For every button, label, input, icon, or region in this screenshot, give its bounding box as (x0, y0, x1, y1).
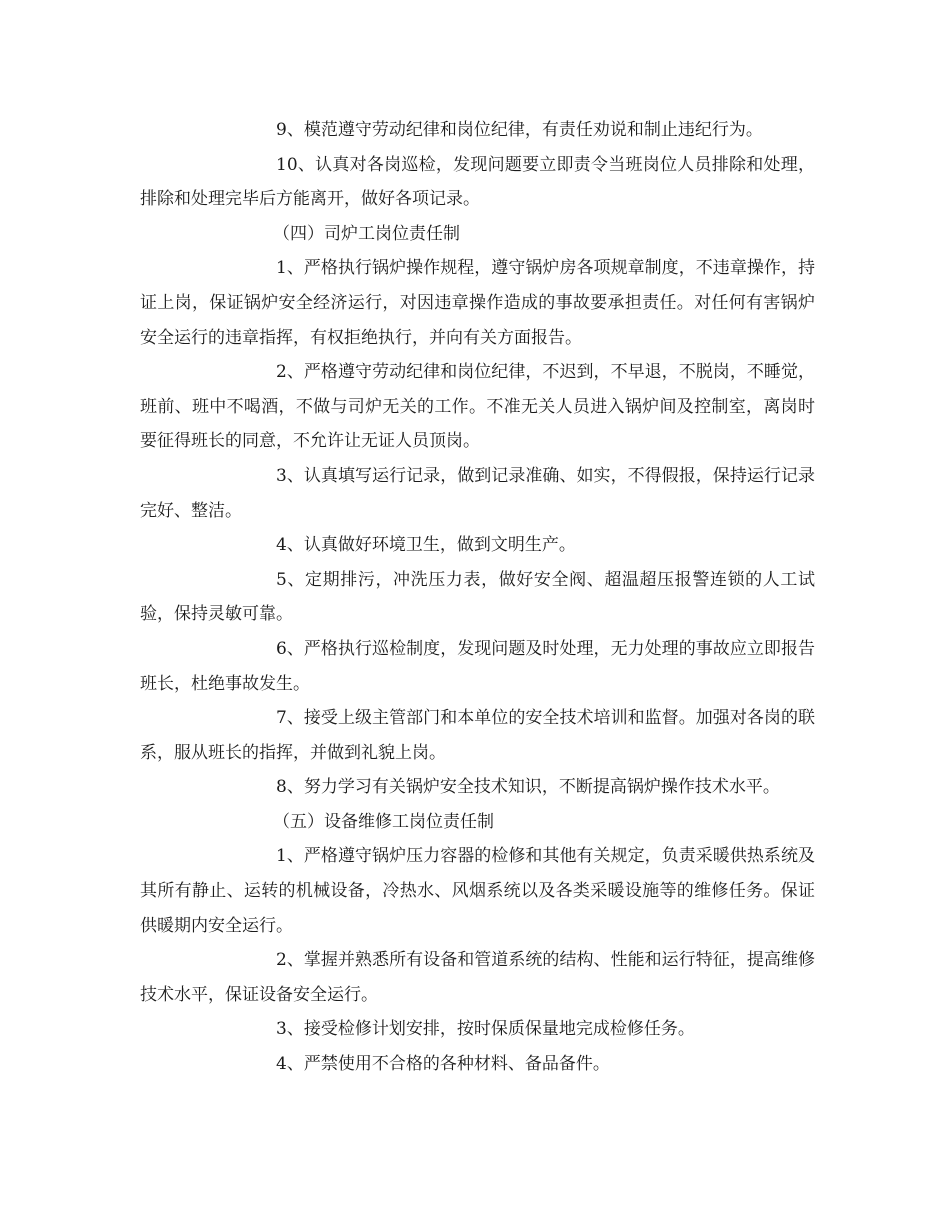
paragraph-maintenance-item-4: 4、严禁使用不合格的各种材料、备品备件。 (276, 1054, 610, 1075)
paragraph-boiler-item-1: 1、严格执行锅炉操作规程，遵守锅炉房各项规章制度，不违章操作，持证上岗，保证锅炉安全经济运行，对因违章操作造成的事故要承担责任。对任何有害锅炉安全运行的违章指挥，有权拒绝执行，并向有关方面报告。 (140, 258, 815, 348)
paragraph-boiler-item-6: 6、严格执行巡检制度，发现问题及时处理，无力处理的事故应立即报告班长，杜绝事故发生。 (140, 638, 815, 694)
document-body (140, 113, 815, 1082)
paragraph-maintenance-item-2: 2、掌握并熟悉所有设备和管道系统的结构、性能和运行特征，提高维修技术水平，保证设备安全运行。 (140, 950, 815, 1005)
paragraph-boiler-item-4: 4、认真做好环境卫生，做到文明生产。 (276, 535, 576, 556)
paragraph-boiler-item-3: 3、认真填写运行记录，做到记录准确、如实，不得假报，保持运行记录完好、整洁。 (140, 465, 815, 521)
paragraph-item-9: 9、模范遵守劳动纪律和岗位纪律，有责任劝说和制止违纪行为。 (276, 120, 763, 140)
paragraph-item-10: 10、认真对各岗巡检，发现问题要立即责令当班岗位人员排除和处理，排除和处理完毕后方能离开，做好各项记录。 (140, 154, 815, 210)
section-heading-maintenance: （五）设备维修工岗位责任制 (273, 811, 494, 832)
section-heading-boiler-operator: （四）司炉工岗位责任制 (273, 223, 460, 244)
paragraph-maintenance-item-1: 1、严格遵守锅炉压力容器的检修和其他有关规定，负责采暖供热系统及其所有静止、运转的机械设备，冷热水、风烟系统以及各类采暖设施等的维修任务。保证供暖期内安全运行。 (140, 846, 815, 936)
paragraph-boiler-item-2: 2、严格遵守劳动纪律和岗位纪律，不迟到，不早退，不脱岗，不睡觉，班前、班中不喝酒，不做与司炉无关的工作。不准无关人员进入锅炉间及控制室，离岗时要征得班长的同意，不允许让无证人员顶岗。 (140, 362, 815, 452)
paragraph-boiler-item-8: 8、努力学习有关锅炉安全技术知识，不断提高锅炉操作技术水平。 (276, 777, 780, 798)
paragraph-maintenance-item-3: 3、接受检修计划安排，按时保质保量地完成检修任务。 (276, 1019, 695, 1040)
paragraph-boiler-item-5: 5、定期排污，冲洗压力表，做好安全阀、超温超压报警连锁的人工试验，保持灵敏可靠。 (140, 569, 815, 625)
paragraph-boiler-item-7: 7、接受上级主管部门和本单位的安全技术培训和监督。加强对各岗的联系，服从班长的指挥，并做到礼貌上岗。 (140, 708, 815, 763)
